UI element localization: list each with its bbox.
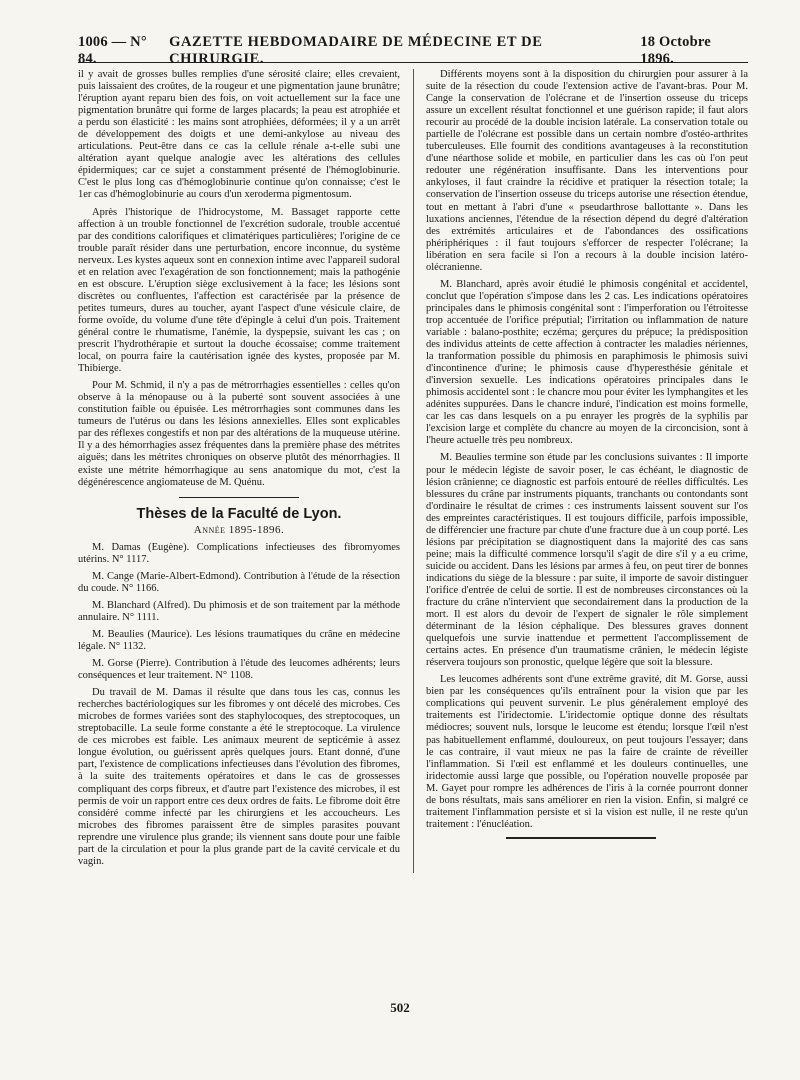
section-year: Année 1895-1896. bbox=[193, 523, 285, 536]
page-number: 502 bbox=[390, 1000, 410, 1015]
paragraph: M. Blanchard, après avoir étudié le phimosis congénital et accidentel, conclut que l'opération s'impose dans les 2 cas. Les indications opératoires principales dans le phimosis congénital sont : l'imperforation ou l'étroitesse trop accentuée de l'orifice préputial; l'irritation ou inflammation de nature variable : balano-posthite; eczéma; gerçures du prépuce; la prédisposition des individus atteints de cette affection à contracter les maladies nériennes, la tranformation possible du phimosis en paraphimosis le phimosis suivi d'incontinence d'urine; le phimosis cause d'hyperesthésie génitale et d'inversion sexuelle. Les indications opératoires principales dans le phimosis accidentel sont : le chancre mou pour éviter les lymphangites et les adénites suppurées. Dans le chancre induré, l'indication est moins formelle, car les cas dans lesquels on a pu enrayer les progrès de la syphilis par l'excision large et complète du chancre au moyen de la circoncision, sont à l'heure actuelle très peu nombreux. bbox=[426, 278, 748, 447]
section-divider bbox=[179, 497, 299, 498]
issue-number: 1006 — N° 84. bbox=[78, 34, 147, 67]
paragraph: Après l'historique de l'hidrocystome, M. Bassaget rapporte cette affection à un trouble fonctionnel de l'excrétion sudorale, trouble accentué par des conditions calorifiques et climatériques particulières; l'origine de ce trouble paraît résider dans une perturbation, encore inconnue, du système nerveux. Les kystes aqueux sont en connexion intime avec l'appareil sudoral et en relation avec l'exagération de son fonctionnement; mais la pathogénie en est obscure. L'éruption siège exclusivement à la face; les lésions sont discrètes ou confluentes, l'affection est caractérisée par la présence de petites tumeurs, dures au toucher, ayant l'aspect d'une vésicule claire, de forme ovoïde, du volume d'une tête d'épingle à celui d'un pois. Traitement général contre le rhumatisme, l'anémie, la dyspepsie, suivant les cas ; on prescrit l'hydrothérapie et surtout la douche écossaise; comme traitement local, on pourra faire la cautérisation ignée des kystes, proposée par M. Thibierge. bbox=[78, 206, 400, 375]
paragraph: M. Beaulies termine son étude par les conclusions suivantes : Il importe pour le médecin légiste de savoir poser, le cas échéant, le diagnostic de lésion crânienne; ce diagnostic est parfois entouré de réelles difficultés. Les blessures du crâne par instruments piquants, tranchants ou contondants sont d'ordinaire le résultat de crimes : ces instruments laissent souvent sur l'os des empreintes caractéristiques. Il est toujours difficile, parfois impossible, de différencier une fracture par chute d'une fracture due à un coup porté. Les lésions par précipitation se diagnostiquent dans la majorité des cas sans peine; mais la difficulté commence lorsqu'il s'agit de dire s'il y a eu crime, suicide ou accident. Dans les lésions par armes à feu, on peut tirer de bonnes indications du siège de la blessure : par suite, il importe de savoir distinguer l'orifice d'entrée de celui de sortie. Il est de nombreuses circonstances où la fracture du crâne n'intervient que secondairement dans la production de la mort. Il est alors du devoir de l'expert de signaler le rôle simplement déterminant de la lésion céphalique. Des blessures graves donnent quelquefois une survie inattendue et permettent l'accomplissement de certains actes. En présence d'un traumatisme crânien, le médecin légiste réservera toujours son pronostic, quelque légère que soit la blessure. bbox=[426, 452, 748, 669]
paragraph: Du travail de M. Damas il résulte que dans tous les cas, connus les recherches bactériologiques sur les fibromes y ont décelé des microbes. Ces microbes de formes variées sont des staphylocoques, des streptocoques, un streptobacille. La seule forme constante a été le streptocoque. La virulence de ces microbes est faible. Les animaux meurent de septicémie à assez longue évolution, ou guérissent après quelques jours. Etant donné, d'une part, l'existence de complications infectieuses dans l'évolution des fibromes, à la suite des traitements opératoires et dans le cas de grossesses compliquant des corps fibreux, et d'autre part l'existence des microbes, il est permis de voir un rapport entre ces deux ordres de faits. Le fibrome doit être considéré comme infecté par les chirurgiens et les accoucheurs. Les microbes des fibromes paraissent être de simples parasites pouvant reprendre une virulence plus grande; ils viennent sans doute pour une faible part de la circulation et pour la plus grande part de la cavité cervicale et du vagin. bbox=[78, 687, 400, 867]
thesis-entry: M. Blanchard (Alfred). Du phimosis et de son traitement par la méthode annulaire. N° 1111. bbox=[78, 599, 400, 623]
thesis-entry: M. Gorse (Pierre). Contribution à l'étude des leucomes adhérents; leurs conséquences et leur traitement. N° 1108. bbox=[78, 658, 400, 682]
issue-date: 18 Octobre 1896. bbox=[640, 34, 711, 67]
column-rule bbox=[413, 69, 414, 873]
section-title: Thèses de la Faculté de Lyon. bbox=[136, 505, 342, 522]
text-columns bbox=[78, 69, 748, 873]
left-column bbox=[78, 69, 400, 873]
end-rule bbox=[506, 837, 656, 839]
thesis-entry: M. Cange (Marie-Albert-Edmond). Contribution à l'étude de la résection du coude. N° 1166. bbox=[78, 570, 400, 594]
paragraph: Pour M. Schmid, il n'y a pas de métrorrhagies essentielles : celles qu'on observe à la ménopause ou à la puberté sont souvent associées à une constitution faible ou épuisée. Les métrorrhagies sont communes dans les tumeurs de l'utérus ou dans les lésions annexielles. Elles sont explicables par des réflexes congestifs et non par des altérations de la muqueuse utérine. Il y a des hémorrhagies assez fréquentes dans la première phase des métrites aiguës; dans les métrites chroniques on observe plutôt des ménorrhagies. Il existe une métrite hémorrhagique au sens anatomique du mot, c'est la dégénérescence angiomateuse de M. Quénu. bbox=[78, 380, 400, 488]
thesis-entry: M. Damas (Eugène). Complications infectieuses des fibromyomes utérins. N° 1117. bbox=[78, 541, 400, 565]
newspaper-page bbox=[78, 34, 748, 873]
running-header bbox=[78, 34, 748, 67]
paragraph: il y avait de grosses bulles remplies d'une sérosité claire; elles crevaient, puis laissaient des croûtes, de la rougeur et une pigmentation jaune brunâtre; l'éruption ayant reparu bien des fois, on voit actuellement sur la face une pigmentation brunâtre qui forme de larges placards; la peau est atrophiée et a perdu son élasticité : les mains sont atrophiées, déformées; il y a un arrêt de développement des doigts et une demi-ankylose au niveau des articulations. Peut-être dans ce cas la cellule rénale a-t-elle subi une altération ayant quelque analogie avec les altérations des cellules épidermiques; car ce sujet a constamment présenté de l'hémoglobinurie. C'est le plus long cas d'hémoglobinurie continue qu'on connaisse; c'est le 1er cas d'hémoglobinurie au cours d'un xeroderma pigmentosum. bbox=[78, 69, 400, 201]
paragraph: Différents moyens sont à la disposition du chirurgien pour assurer à la suite de la résection du coude l'extension active de l'avant-bras. Pour M. Cange la conservation de l'olécrane et de l'insertion osseuse du triceps assure un excellent résultat fonctionnel et une guérison rapide; il faut alors recourir au procédé de la double incision latérale. La conservation totale ou partielle de l'olécrane est possible dans un certain nombre d'ostéo-arthrites tuberculeuses. Elle fournit des conditions avantageuses à la reconstitution d'une néarthose solide et mobile, en particulier dans les cas où l'on peut redouter une régénération insuffisante. Dans les interventions pour ankyloses, il faut craindre la récidive et pratiquer la résection totale; la conservation de l'insertion osseuse du triceps autorise une résection étendue, tout en mettant à l'abri d'une « pseudarthrose ballottante ». Dans les luxations anciennes, l'étendue de la résection dépend du degré d'altération des extrémités articulaires et de l'abondances des ossifications phériphériques : il faut toujours s'efforcer de respecter l'olécrane; la libération en sera facile si l'on a recours à la double incision latéro-olécranienne. bbox=[426, 69, 748, 273]
journal-title: GAZETTE HEBDOMADAIRE DE MÉDECINE ET DE CHIRURGIE. bbox=[169, 34, 543, 67]
thesis-entry: M. Beaulies (Maurice). Les lésions traumatiques du crâne en médecine légale. N° 1132. bbox=[78, 628, 400, 653]
right-column bbox=[426, 69, 748, 873]
paragraph: Les leucomes adhérents sont d'une extrême gravité, dit M. Gorse, aussi bien par les conséquences qu'ils entraînent pour la vision que par les complications qui peuvent survenir. Le plus généralement employé des traitements est l'iridectomie. L'iridectomie optique donne des résultats médiocres; souvent nuls, lorsque le leucome est étendu; lorsque l'œil n'est pas habituellement enflammé, douloureux, on peut toujours l'essayer; dans le cas contraire, il vaut mieux ne pas la faire de crainte de réveiller l'inflammation. Si l'œil est enflammé et les douleurs continuelles, une iridectomie aussi large que possible, ou l'opération nouvelle proposée par M. Gayet pour rompre les adhérences de l'iris à la cornée pourront donner de bons résultats, mais sans améliorer en rien la vision. Enfin, si malgré ce traitement l'inflammation persiste et si la vision est nulle, il ne reste qu'un traitement : l'énucléation. bbox=[426, 674, 748, 830]
